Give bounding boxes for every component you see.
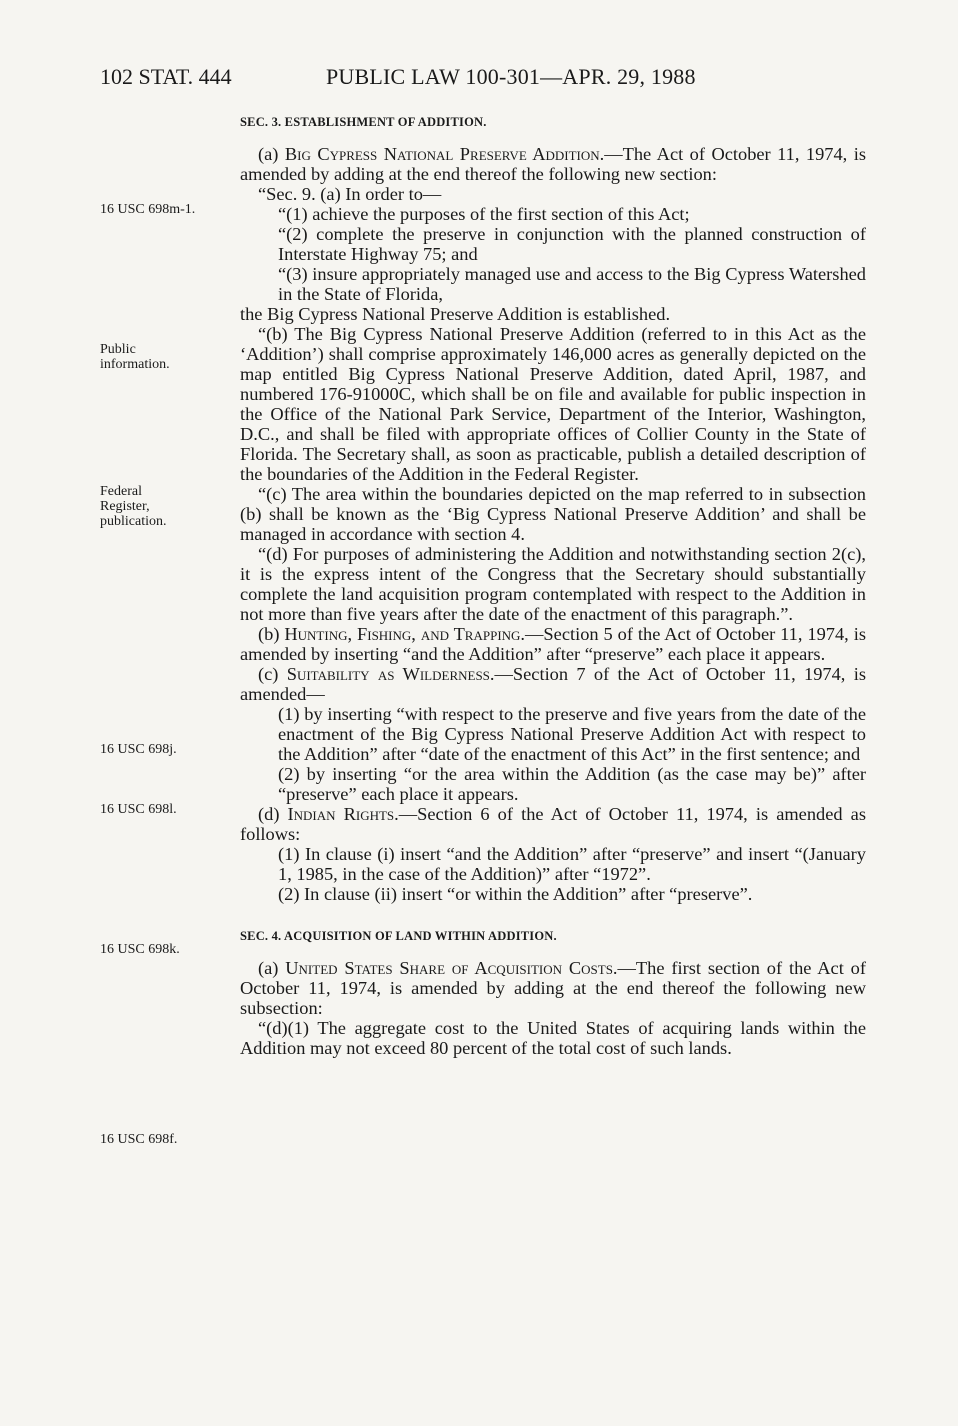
sec4-subsection-a — [240, 958, 866, 1018]
section-3-heading: SEC. 3. ESTABLISHMENT OF ADDITION. — [240, 115, 487, 129]
subsection-title: United States Share of Acquisition Costs. — [285, 958, 618, 978]
label: (c) — [258, 664, 287, 684]
margin-note-line: publication. — [100, 514, 167, 529]
label: (b) — [258, 624, 285, 644]
margin-note-line: Register, — [100, 499, 150, 514]
document-body — [240, 112, 866, 1058]
margin-note-federal-register — [100, 484, 220, 529]
sec4-subsection-d1: “(d)(1) The aggregate cost to the United States of acquiring lands within the Addition may not exceed 80 percent of the total cost of such lands. — [240, 1018, 866, 1058]
sec9-intro: “Sec. 9. (a) In order to— — [258, 184, 442, 204]
sec3-subsection-a — [240, 144, 866, 184]
margin-note-usc-698k: 16 USC 698k. — [100, 942, 180, 957]
page-header — [100, 64, 860, 98]
subsection-text: —Section 5 of the Act of October 11, 1974, is amended by inserting “and the Addition” after “preserve” each place it appears. — [240, 624, 866, 664]
label: (d) — [258, 804, 288, 824]
margin-note-line: Federal — [100, 484, 142, 499]
label: (a) — [258, 144, 285, 164]
sec9-item-1: “(1) achieve the purposes of the first section of this Act; — [278, 204, 690, 224]
margin-note-usc-698f: 16 USC 698f. — [100, 1132, 178, 1147]
margin-note-public-information — [100, 342, 220, 372]
subsection-title: Indian Rights. — [287, 804, 399, 824]
sec9-established: the Big Cypress National Preserve Addition is established. — [240, 304, 671, 324]
margin-note-usc-698m-1: 16 USC 698m-1. — [100, 202, 196, 217]
sec3-subsection-c — [240, 664, 866, 704]
section-4-heading: SEC. 4. ACQUISITION OF LAND WITHIN ADDITION. — [240, 929, 557, 943]
sec9-item-3: “(3) insure appropriately managed use and access to the Big Cypress Watershed in the State of Florida, — [278, 264, 866, 304]
subsection-text: —Section 7 of the Act of October 11, 1974, is amended— — [240, 664, 866, 704]
subsection-text: —The Act of October 11, 1974, is amended by adding at the end thereof the following new section: — [240, 144, 866, 184]
margin-note-line: Public — [100, 342, 136, 357]
sec3-c-item-1: (1) by inserting “with respect to the preserve and five years from the date of the enactment of the Big Cypress National Preserve Addition Act with respect to the Addition” after “date of the enactment of this Act” in the first sentence; and — [278, 704, 866, 764]
margin-note-line: information. — [100, 357, 170, 372]
subsection-title: Suitability as Wilderness. — [286, 664, 495, 684]
sec3-d-item-1: (1) In clause (i) insert “and the Addition” after “preserve” and insert “(January 1, 1985, in the case of the Addition)” after “1972”. — [278, 844, 866, 884]
subsection-title: Hunting, Fishing, and Trapping. — [284, 624, 526, 644]
sec3-d-item-2: (2) In clause (ii) insert “or within the Addition” after “preserve”. — [278, 884, 753, 904]
margin-note-usc-698j: 16 USC 698j. — [100, 742, 177, 757]
sec3-c-item-2: (2) by inserting “or the area within the Addition (as the case may be)” after “preserve” each place it appears. — [278, 764, 866, 804]
sec3-subsection-b — [240, 624, 866, 664]
sec9-subsection-d: “(d) For purposes of administering the Addition and notwithstanding section 2(c), it is the express intent of the Congress that the Secretary should substantially complete the land acquisition program contemplated with respect to the Addition in not more than five years after the date of the enactment of this paragraph.”. — [240, 544, 866, 624]
public-law-citation: PUBLIC LAW 100-301—APR. 29, 1988 — [326, 64, 696, 89]
sec9-subsection-b: “(b) The Big Cypress National Preserve Addition (referred to in this Act as the ‘Addition’) shall comprise approximately 146,000 acres as generally depicted on the map entitled Big Cypress National Preserve Addition, dated April, 1987, and numbered 176-91000C, which shall be on file and available for public inspection in the Office of the National Park Service, Department of the Interior, Washington, D.C., and shall be filed with appropriate offices of Collier County in the State of Florida. The Secretary shall, as soon as practicable, publish a detailed description of the boundaries of the Addition in the Federal Register. — [240, 324, 866, 484]
sec9-subsection-c: “(c) The area within the boundaries depicted on the map referred to in subsection (b) shall be known as the ‘Big Cypress National Preserve Addition’ and shall be managed in accordance with section 4. — [240, 484, 866, 544]
sec9-item-2: “(2) complete the preserve in conjunction with the planned construction of Interstate Highway 75; and — [278, 224, 866, 264]
subsection-text: —The first section of the Act of October 11, 1974, is amended by adding at the end thereof the following new subsection: — [240, 958, 866, 1018]
label: (a) — [258, 958, 286, 978]
stat-page-number: 102 STAT. 444 — [100, 64, 232, 89]
subsection-text: —Section 6 of the Act of October 11, 1974, is amended as follows: — [240, 804, 866, 844]
subsection-title: Big Cypress National Preserve Addition. — [284, 144, 605, 164]
margin-note-usc-698l: 16 USC 698l. — [100, 802, 177, 817]
sec3-subsection-d — [240, 804, 866, 844]
